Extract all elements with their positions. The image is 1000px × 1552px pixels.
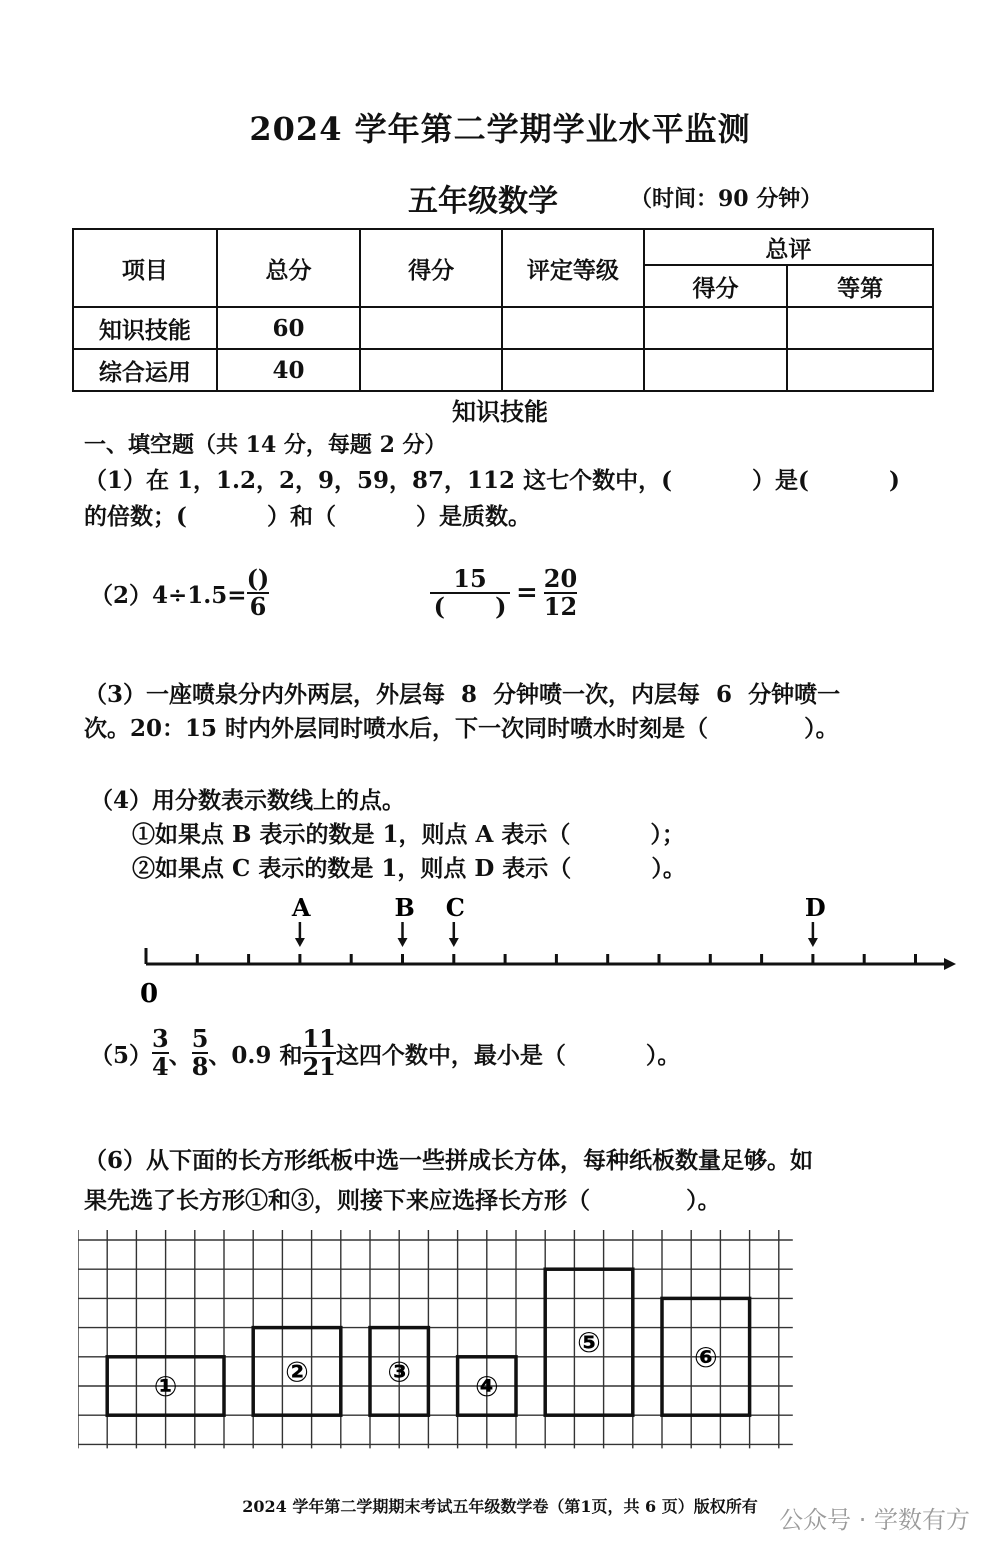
point-arrowhead-c <box>449 938 459 947</box>
page-footer: 2024 学年第二学期期末考试五年级数学卷（第1页，共 6 页）版权所有 <box>242 1497 758 1516</box>
q4-sub2: ②如果点 C 表示的数是 1，则点 D 表示（ ）。 <box>132 855 686 882</box>
table-row <box>73 307 933 349</box>
header-item: 项目 <box>73 229 217 307</box>
exam-title: 2024 学年第二学期学业水平监测 <box>249 110 751 148</box>
q5-separator: 、 <box>168 1041 192 1069</box>
grid-paper <box>78 1230 794 1458</box>
q2-expression <box>90 566 269 621</box>
fraction-denominator: 12 <box>543 592 578 622</box>
q2-fraction-1 <box>247 566 270 621</box>
zero-label: 0 <box>140 979 159 1009</box>
watermark: 公众号 · 学数有方 <box>779 1506 970 1534</box>
rectangle-label-3: ③ <box>387 1355 412 1389</box>
header-overall: 总评 <box>644 229 933 265</box>
fraction-numerator: 5 <box>191 1024 209 1053</box>
header-overall-level: 等第 <box>787 265 933 307</box>
equals-sign: = <box>516 578 538 609</box>
rectangle-label-5: ⑤ <box>577 1326 601 1360</box>
q5-fraction-1 <box>152 1026 169 1081</box>
rectangle-label-1: ① <box>153 1370 178 1403</box>
row-total: 60 <box>217 307 361 349</box>
subject-title: 五年级数学 <box>408 184 558 219</box>
grade-cell[interactable] <box>502 307 644 349</box>
fraction-denominator: 21 <box>302 1052 336 1082</box>
section-title: 知识技能 <box>452 397 548 426</box>
q2-fraction-3 <box>544 566 577 621</box>
q2-fraction-2 <box>430 566 510 621</box>
rectangle-label-4: ④ <box>474 1370 499 1403</box>
q5-middle-text: 、0.9 和 <box>208 1041 303 1069</box>
point-arrowhead-b <box>398 938 408 947</box>
overall-score-cell[interactable] <box>644 349 788 391</box>
overall-level-cell[interactable] <box>787 307 933 349</box>
overall-score-cell[interactable] <box>644 307 788 349</box>
q3-line1: （3）一座喷泉分内外两层，外层每 8 分钟喷一次，内层每 6 分钟喷一 <box>84 681 841 708</box>
score-cell[interactable] <box>360 307 502 349</box>
point-arrowhead-d <box>808 938 818 947</box>
point-label-a: A <box>291 893 311 922</box>
rectangle-label-2: ② <box>285 1355 309 1389</box>
q3-line2: 次。20：15 时内外层同时喷水后，下一次同时喷水时刻是（ ）。 <box>84 715 839 742</box>
number-line <box>0 890 1000 1010</box>
fraction-numerator: 11 <box>302 1024 336 1053</box>
fraction-denominator: 4 <box>152 1052 169 1082</box>
fraction-denominator: ( ) <box>433 592 507 622</box>
exam-time: （时间：90 分钟） <box>630 186 823 212</box>
fraction-numerator: 3 <box>152 1024 169 1053</box>
q2-equation <box>430 566 577 621</box>
row-item: 综合运用 <box>73 349 217 391</box>
q5-suffix: 这四个数中，最小是（ ）。 <box>335 1041 681 1069</box>
q6-line2: 果先选了长方形①和③，则接下来应选择长方形（ ）。 <box>84 1187 721 1214</box>
header-score: 得分 <box>360 229 502 307</box>
fraction-denominator: 6 <box>249 592 267 622</box>
fraction-numerator: () <box>246 564 270 593</box>
header-grade: 评定等级 <box>502 229 644 307</box>
part1-title: 一、填空题（共 14 分，每题 2 分） <box>84 432 447 458</box>
q4-title: （4）用分数表示数线上的点。 <box>90 787 406 814</box>
q4-sub1: ①如果点 B 表示的数是 1，则点 A 表示（ ）； <box>132 821 685 848</box>
fraction-denominator: 8 <box>191 1052 209 1082</box>
rectangle-label-6: ⑥ <box>693 1340 718 1374</box>
row-item: 知识技能 <box>73 307 217 349</box>
q1-line2: 的倍数；( ）和（ ）是质数。 <box>84 503 532 530</box>
q5-fraction-3 <box>302 1026 335 1081</box>
table-row <box>73 349 933 391</box>
header-total: 总分 <box>217 229 361 307</box>
point-arrowhead-a <box>295 938 305 947</box>
point-label-b: B <box>394 893 415 922</box>
fraction-numerator: 20 <box>543 564 578 593</box>
grade-cell[interactable] <box>502 349 644 391</box>
q6-line1: （6）从下面的长方形纸板中选一些拼成长方体，每种纸板数量足够。如 <box>84 1147 814 1174</box>
q1-line1: （1）在 1，1.2，2，9，59，87，112 这七个数中，( ）是( ) <box>84 467 900 494</box>
score-cell[interactable] <box>360 349 502 391</box>
header-overall-score: 得分 <box>644 265 788 307</box>
score-table <box>72 228 934 392</box>
overall-level-cell[interactable] <box>787 349 933 391</box>
row-total: 40 <box>217 349 361 391</box>
q2-prefix: （2）4÷1.5= <box>90 581 247 609</box>
point-label-d: D <box>804 893 826 922</box>
q5-expression <box>90 1026 680 1081</box>
q5-fraction-2 <box>192 1026 209 1081</box>
number-line-arrow <box>944 958 956 970</box>
fraction-numerator: 15 <box>453 564 487 593</box>
point-label-c: C <box>445 893 465 922</box>
q5-prefix: （5） <box>90 1041 153 1069</box>
